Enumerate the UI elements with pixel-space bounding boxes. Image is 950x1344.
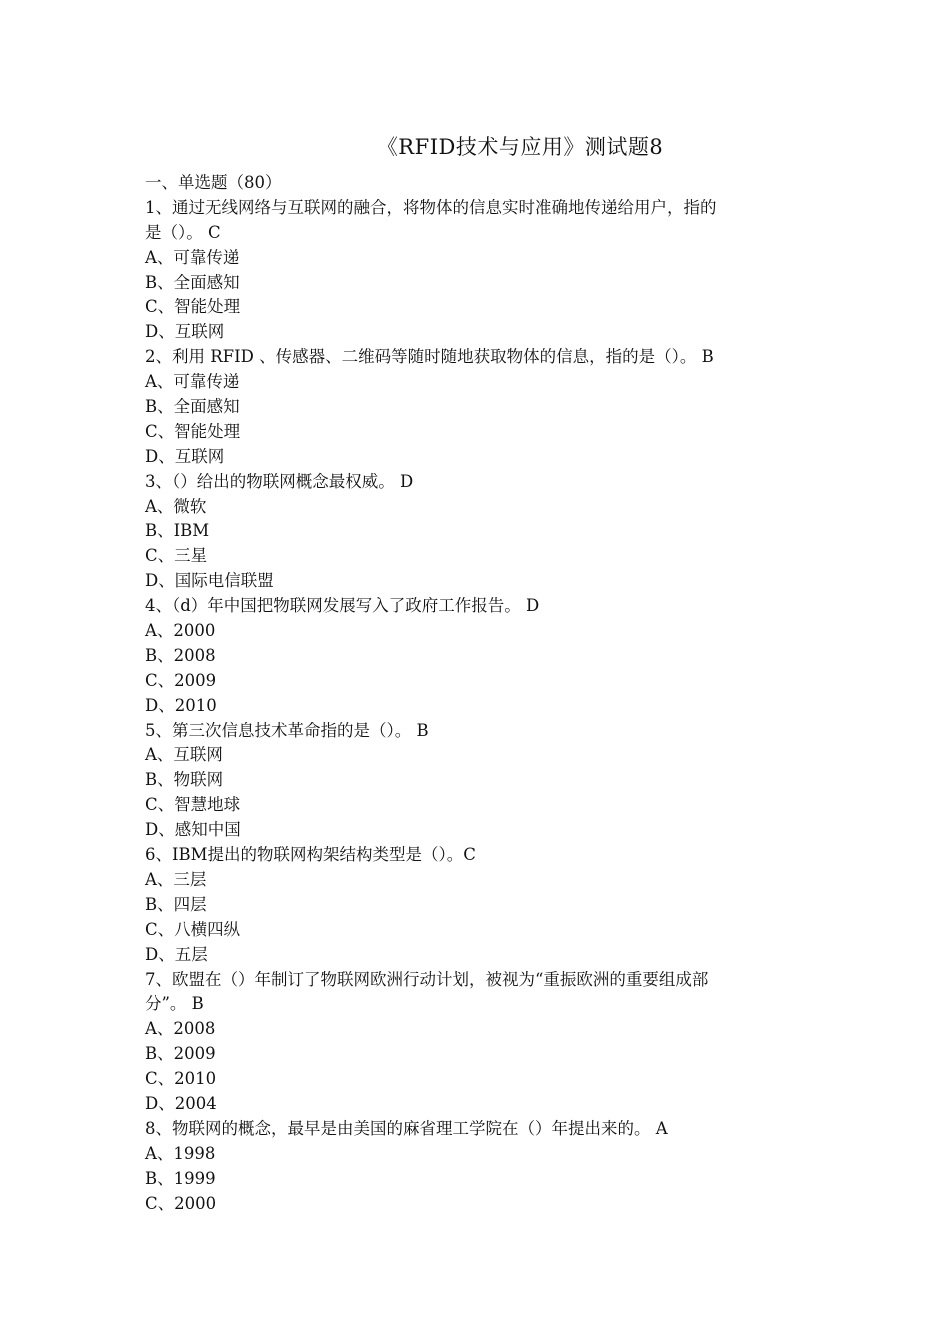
- text-line: B、1999: [145, 1168, 216, 1188]
- text-line: 7、欧盟在（）年制订了物联网欧洲行动计划，被视为“重振欧洲的重要组成部: [145, 969, 709, 989]
- text-line: 5、第三次信息技术革命指的是（）。 B: [145, 720, 429, 740]
- text-line: D、2004: [145, 1093, 217, 1113]
- text-line: A、微软: [145, 496, 207, 516]
- text-line: D、互联网: [145, 322, 225, 342]
- text-line: B、全面感知: [145, 397, 240, 417]
- text-line: A、三层: [145, 869, 207, 889]
- text-line: C、智能处理: [145, 421, 241, 441]
- text-line: B、2009: [145, 1044, 216, 1064]
- text-line: B、IBM: [145, 521, 210, 541]
- text-line: B、全面感知: [145, 272, 240, 292]
- text-line: C、2009: [145, 670, 217, 690]
- document-title: 《RFID技术与应用》测试题8: [376, 135, 664, 159]
- text-line: D、国际电信联盟: [145, 571, 274, 591]
- text-line: D、五层: [145, 944, 208, 964]
- text-line: A、互联网: [145, 745, 223, 765]
- text-line: C、2000: [145, 1193, 217, 1213]
- text-line: 6、IBM提出的物联网构架结构类型是（）。C: [145, 845, 476, 865]
- text-line: 4、（d）年中国把物联网发展写入了政府工作报告。 D: [145, 596, 540, 616]
- text-line: D、感知中国: [145, 820, 241, 840]
- text-line: C、智能处理: [145, 297, 241, 317]
- text-line: A、1998: [145, 1143, 216, 1163]
- text-line: C、八横四纵: [145, 919, 241, 939]
- text-line: D、2010: [145, 695, 217, 715]
- text-line: A、2008: [145, 1019, 216, 1039]
- document-body: [145, 171, 813, 1216]
- text-line: 1、通过无线网络与互联网的融合，将物体的信息实时准确地传递给用户，指的: [145, 197, 717, 217]
- text-line: B、物联网: [145, 770, 224, 790]
- text-line: 分”。 B: [145, 994, 204, 1014]
- text-line: 8、物联网的概念，最早是由美国的麻省理工学院在（）年提出来的。 A: [145, 1118, 668, 1138]
- text-line: 一、单选题（80）: [145, 173, 282, 192]
- text-line: 是（）。 C: [145, 222, 221, 242]
- text-line: A、可靠传递: [145, 247, 240, 267]
- text-line: 3、（）给出的物联网概念最权威。 D: [145, 471, 414, 491]
- text-line: C、智慧地球: [145, 795, 241, 815]
- text-line: A、2000: [145, 621, 216, 641]
- text-line: 2、利用 RFID 、传感器、二维码等随时随地获取物体的信息，指的是（）。 B: [145, 347, 714, 367]
- text-line: D、互联网: [145, 446, 225, 466]
- text-line: C、2010: [145, 1069, 217, 1089]
- text-line: A、可靠传递: [145, 372, 240, 392]
- text-line: C、三星: [145, 546, 208, 566]
- text-line: B、2008: [145, 645, 216, 665]
- text-line: B、四层: [145, 894, 207, 914]
